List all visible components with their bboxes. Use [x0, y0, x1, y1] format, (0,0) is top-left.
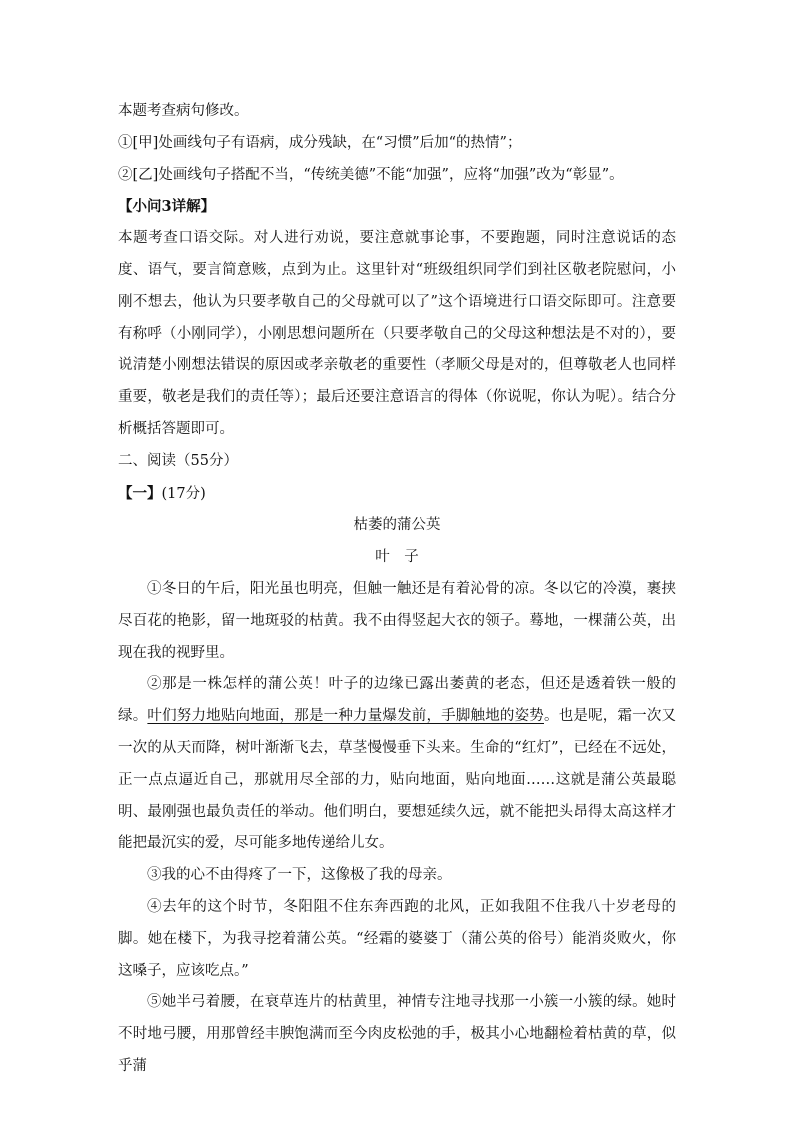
- article-paragraph-5: ⑤她半弓着腰，在衰草连片的枯黄里，神情专注地寻找那一小簇一小簇的绿。她时不时地弓腰，用那曾经丰腴饱满而至今肉皮松弛的手，极其小心地翻检着枯黄的草，似乎蒲: [118, 994, 676, 1074]
- q3-heading: 【小问3详解】: [118, 198, 216, 216]
- analysis-intro: 本题考查病句修改。: [118, 103, 249, 119]
- section-title: 二、阅读（55分）: [118, 452, 238, 469]
- page-content: [118, 96, 676, 1083]
- part-label: 【一】: [118, 484, 162, 502]
- article-paragraph-1: ①冬日的午后，阳光虽也明亮，但触一触还是有着沁骨的凉。冬以它的冷漠，裹挟尽百花的艳影，留一地斑驳的枯黄。我不由得竖起大衣的领子。蓦地，一棵蒲公英，出现在我的视野里。: [118, 580, 676, 661]
- underlined-sentence: 叶们努力地贴向地面，那是一种力量爆发前，手脚触地的姿势: [147, 708, 544, 725]
- article-author: 叶 子: [375, 549, 419, 566]
- article-title: 枯萎的蒲公英: [353, 517, 441, 534]
- part-heading: [118, 478, 676, 511]
- paragraph-2-rest: 。也是呢，霜一次又一次的从天而降，树叶渐渐飞去，草茎慢慢垂下头来。生命的“红灯”，已经在不远处，正一点点逼近自己，那就用尽全部的力，贴向地面，贴向地面……这就是蒲公英最聪明、最刚强也最负责任的举动。他们明白，要想延续久远，就不能把头昂得太高这样才能把最沉实的爱，尽可能多地传递给儿女。: [118, 708, 677, 852]
- paragraph-2-start: ②那是一株怎样的蒲公英！叶子的边缘已露出萎黄的老态，但还是透着铁一般的绿。: [118, 676, 676, 725]
- part-score: (17分): [161, 485, 206, 502]
- q3-body: 本题考查口语交际。对人进行劝说，要注意就事论事，不要跑题，同时注意说话的态度、语气，要言简意赅，点到为止。这里针对“班级组织同学们到社区敬老院慰问，小刚不想去，他认为只要孝敬自己的父母就可以了”这个语境进行口语交际即可。注意要有称呼（小刚同学），小刚思想问题所在（只要孝敬自己的父母这种想法是不对的），要说清楚小刚想法错误的原因或孝亲敬老的重要性（孝顺父母是对的，但尊敬老人也同样重要，敬老是我们的责任等）；最后还要注意语言的得体（你说呢，你认为呢）。结合分析概括答题即可。: [118, 230, 676, 437]
- article-paragraph-3: ③我的心不由得疼了一下，这像极了我的母亲。: [147, 867, 452, 884]
- analysis-item-1: ①[甲]处画线句子有语病，成分残缺，在“习惯”后加“的热情”；: [118, 134, 522, 151]
- article-paragraph-4: ④去年的这个时节，冬阳阻不住东奔西跑的北风，正如我阻不住我八十岁老母的脚。她在楼下，为我寻挖着蒲公英。“经霜的婆婆丁（蒲公英的俗号）能消炎败火，你这嗓子，应该吃点。”: [118, 898, 676, 979]
- analysis-item-2: ②[乙]处画线句子搭配不当，“传统美德”不能“加强”，应将“加强”改为“彰显”。: [118, 166, 624, 183]
- article-paragraph-2: [118, 669, 676, 860]
